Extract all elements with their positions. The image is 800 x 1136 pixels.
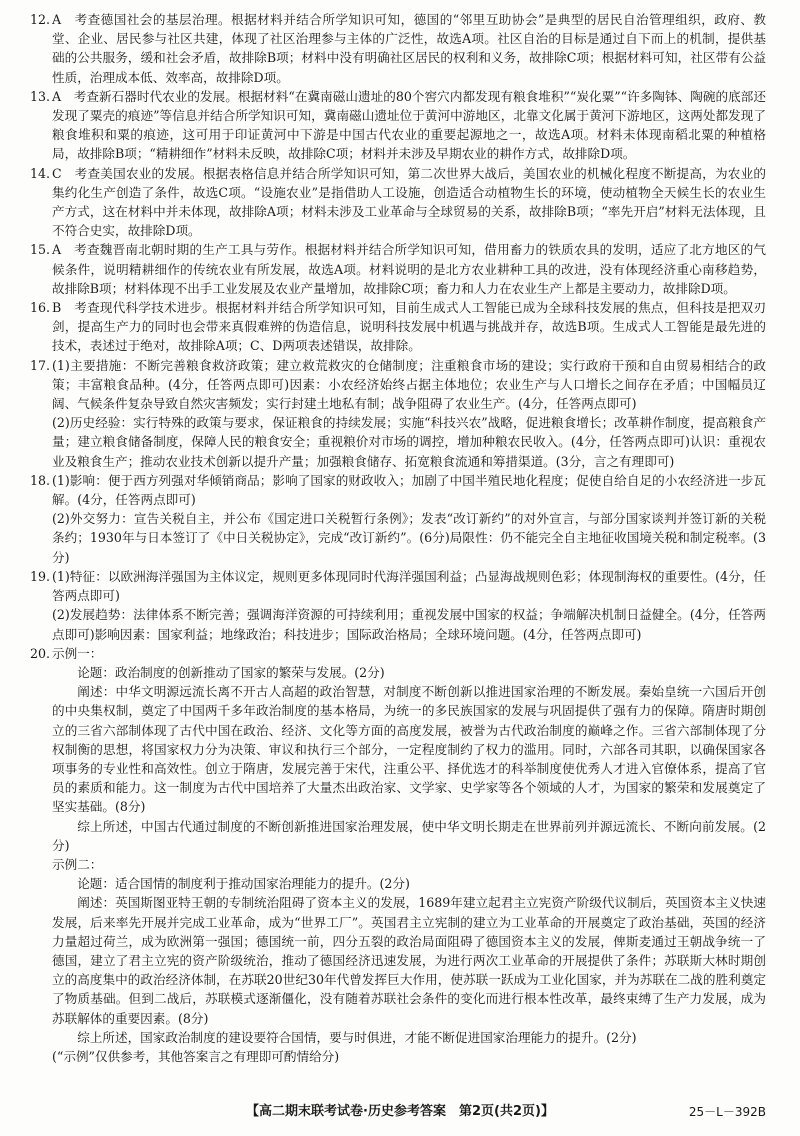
example-two-conclusion: 综上所述，国家政治制度的建设要符合国情，要与时俱进，才能不断促进国家治理能力的提升。(2分): [77, 1029, 637, 1045]
example-two-label: 示例二：: [52, 856, 103, 872]
question-number: 20.: [30, 645, 51, 661]
question-number: 13.: [30, 88, 51, 104]
mc-answers: [30, 10, 766, 356]
answer-text: C 考查美国农业的发展。根据表格信息并结合所学知识可知，第二次世界大战后，美国农业的机械化程度不断提高，为农业的集约化生产创造了条件，故选C项。“设施农业”是指借助人工设施，创造适合动植物生长的环境，使动植物全天候生长的农业生产方式，这在材料中并未体现，故排除A项；材料未涉及工业革命与全球贸易的关系，故排除B项；“率先开启”材料无法体现，且不符合史实，故排除D项。: [52, 165, 766, 239]
question-number: 14.: [30, 165, 51, 181]
answer-part-2: (2)外交努力：宣告关税自主，并公布《国定进口关税暂行条例》；发表“改订新约”的对外宣言，与部分国家谈判并签订新的关税条约；1930年与日本签订了《中日关税协定》，完成“改订新约”。(6分)局限性：仍不能完全自主地征收国境关税和制定税率。(3分): [52, 511, 766, 565]
example-one-conclusion: 综上所述，中国古代通过制度的不断创新推进国家治理发展，使中华文明长期走在世界前列并源远流长、不断向前发展。(2分): [52, 818, 766, 853]
question-number: 17.: [30, 357, 51, 373]
answer-text: A 考查德国社会的基层治理。根据材料并结合所学知识可知，德国的“邻里互助协会”是典型的居民自治管理组织，政府、教堂、企业、居民参与社区共建，体现了社区治理参与主体的广泛性，故选A项。社区自治的目标是通过自下而上的机制，提供基础的公共服务，缓和社会矛盾，故排除B项；材料中没有明确社区居民的权利和义务，故排除C项；根据材料可知，社区带有公益性质，治理成本低、效率高，故排除D项。: [52, 12, 766, 85]
grading-note: (“示例”仅供参考，其他答案言之有理即可酌情给分): [52, 1048, 340, 1064]
footer-title: 【高二期末联考试卷·历史参考答案 第2页(共2页)】: [246, 1104, 554, 1119]
answer-item-15: [30, 240, 766, 298]
example-two-thesis: 论题：适合国情的制度利于推动国家治理能力的提升。(2分): [77, 876, 410, 892]
example-one-body: 阐述：中华文明源远流长离不开古人高超的政治智慧，对制度不断创新以推进国家治理的不断发展。秦始皇统一六国后开创的中央集权制，奠定了中国两千多年政治制度的基本格局，为统一的多民族国家的发展与巩固提供了强有力的保障。隋唐时期创立的三省六部制体现了古代中国在政治、经济、文化等方面的高度发展，被誉为古代政治制度的巅峰之作。三省六部制体现了分权制衡的思想，将国家权力分为决策、审议和执行三个部分，一定程度制约了权力的滥用。同时，六部各司其职，以确保国家各项事务的专业性和高效性。创立于隋唐，发展完善于宋代，注重公平、择优选才的科举制度使优秀人才进入官僚体系，提高了官员的素质和能力。这一制度为古代中国培养了大量杰出政治家、文学家、史学家等各个领域的人才，为国家的繁荣和发展奠定了坚实基础。(8分): [52, 684, 766, 815]
answer-item-20: [30, 644, 766, 1066]
answer-part-1: (1)影响：便于西方列强对华倾销商品；影响了国家的财政收入；加剧了中国半殖民地化程度；促使自给自足的小农经济进一步瓦解。(4分，任答两点即可): [52, 472, 766, 508]
example-one-thesis: 论题：政治制度的创新推动了国家的繁荣与发展。(2分): [77, 664, 385, 680]
answer-part-2: (2)历史经验：实行特殊的政策与要求，保证粮食的持续发展；实施“科技兴农”战略，促进粮食增长；改革耕作制度，提高粮食产量；建立粮食储备制度，保障人民的粮食安全；重视粮价对市场的调控，增加种粮农民收入。(4分，任答两点即可)认识：重视农业及粮食生产；推动农业技术创新以提升产量；加强粮食储存、拓宽粮食流通和筹措渠道。(3分，言之有理即可): [52, 415, 766, 469]
answer-item-12: [30, 10, 766, 87]
answer-part-2: (2)发展趋势：法律体系不断完善；强调海洋资源的可持续利用；重视发展中国家的权益；争端解决机制日益健全。(4分，任答两点即可)影响因素：国家利益；地缘政治；科技进步；国际政治格局；全球环境问题。(4分，任答两点即可): [52, 607, 766, 642]
answer-part-1: (1)主要措施：不断完善粮食救济政策；建立救荒救灾的仓储制度；注重粮食市场的建设；实行政府干预和自由贸易相结合的政策；丰富粮食品种。(4分，任答两点即可)因素：小农经济始终占据主体地位；农业生产与人口增长之间存在矛盾；中国幅员辽阔、气候条件复杂导致自然灾害频发；实行封建土地私有制；战争阻碍了农业生产。(4分，任答两点即可): [52, 357, 766, 412]
answer-text: B 考查现代科学技术进步。根据材料并结合所学知识可知，目前生成式人工智能已成为全球科技发展的焦点，但科技是把双刃剑，提高生产力的同时也会带来真假难辨的伪造信息，说明科技发展中机遇与挑战并存，故选B项。生成式人工智能是最先进的技术，表述过于绝对，故排除A项；C、D两项表述错误，故排除。: [52, 300, 766, 354]
question-number: 15.: [30, 242, 51, 258]
example-one-label: 示例一：: [52, 645, 103, 661]
answer-part-1: (1)特征：以欧洲海洋强国为主体议定，规则更多体现同时代海洋强国利益；凸显海战规则色彩；体现制海权的重要性。(4分，任答两点即可): [52, 568, 766, 604]
answer-item-13: [30, 87, 766, 164]
answer-item-19: [30, 567, 766, 644]
answer-item-14: [30, 164, 766, 241]
answer-text: A 考查新石器时代农业的发展。根据材料“在冀南磁山遗址的80个窖穴内都发现有粮食堆积”“炭化粟”“许多陶钵、陶碗的底部还发现了粟壳的痕迹”等信息并结合所学知识可知，冀南磁山遗址位于黄河中游地区，北靠文化属于黄河下游地区，这两处都发现了粮食堆积和粟的痕迹，这可用于印证黄河中下游是中国古代农业的重要起源地之一，故选A项。材料未体现南稻北粟的种植格局，故排除B项；“精耕细作”材料未反映，故排除C项；材料并未涉及早期农业的耕作方式，故排除D项。: [52, 88, 766, 162]
answer-item-18: [30, 471, 766, 567]
answer-item-17: [30, 356, 766, 471]
question-number: 16.: [30, 300, 51, 316]
question-number: 19.: [30, 568, 51, 584]
answer-item-16: [30, 298, 766, 356]
example-two-body: 阐述：英国斯图亚特王朝的专制统治阻碍了资本主义的发展，1689年建立起君主立宪资产阶级代议制后，英国资本主义快速发展，后来率先开展并完成工业革命，成为“世界工厂”。英国君主立宪制的建立为工业革命的开展奠定了政治基础，英国的经济力量超过荷兰，成为欧洲第一强国；德国统一前，四分五裂的政治局面阻碍了德国资本主义的发展，俾斯麦通过王朝战争统一了德国，建立了君主立宪的资产阶级统治，推动了德国经济迅速发展，为进行两次工业革命的开展提供了条件；苏联斯大林时期创立的高度集中的政治经济体制，在苏联20世纪30年代曾发挥巨大作用，使苏联一跃成为工业化国家，并为苏联在二战的胜利奠定了物质基础。但到二战后，苏联模式逐渐僵化，没有随着苏联社会条件的变化而进行根本性改革，最终束缚了生产力发展，成为苏联解体的重要因素。(8分): [52, 895, 766, 1026]
footer-code: 25－L－392B: [688, 1105, 766, 1119]
question-number: 18.: [30, 472, 51, 488]
answer-text: A 考查魏晋南北朝时期的生产工具与劳作。根据材料并结合所学知识可知，借用畜力的铁质农具的发明，适应了北方地区的气候条件，说明精耕细作的传统农业有所发展，故选A项。材料说明的是北方农业耕种工具的改进，没有体现经济重心南移趋势，故排除B项；材料体现不出手工业发展及农业产量增加，故排除C项；畜力和人力在农业生产上都是主要动力，故排除D项。: [52, 242, 766, 296]
question-number: 12.: [30, 12, 51, 27]
